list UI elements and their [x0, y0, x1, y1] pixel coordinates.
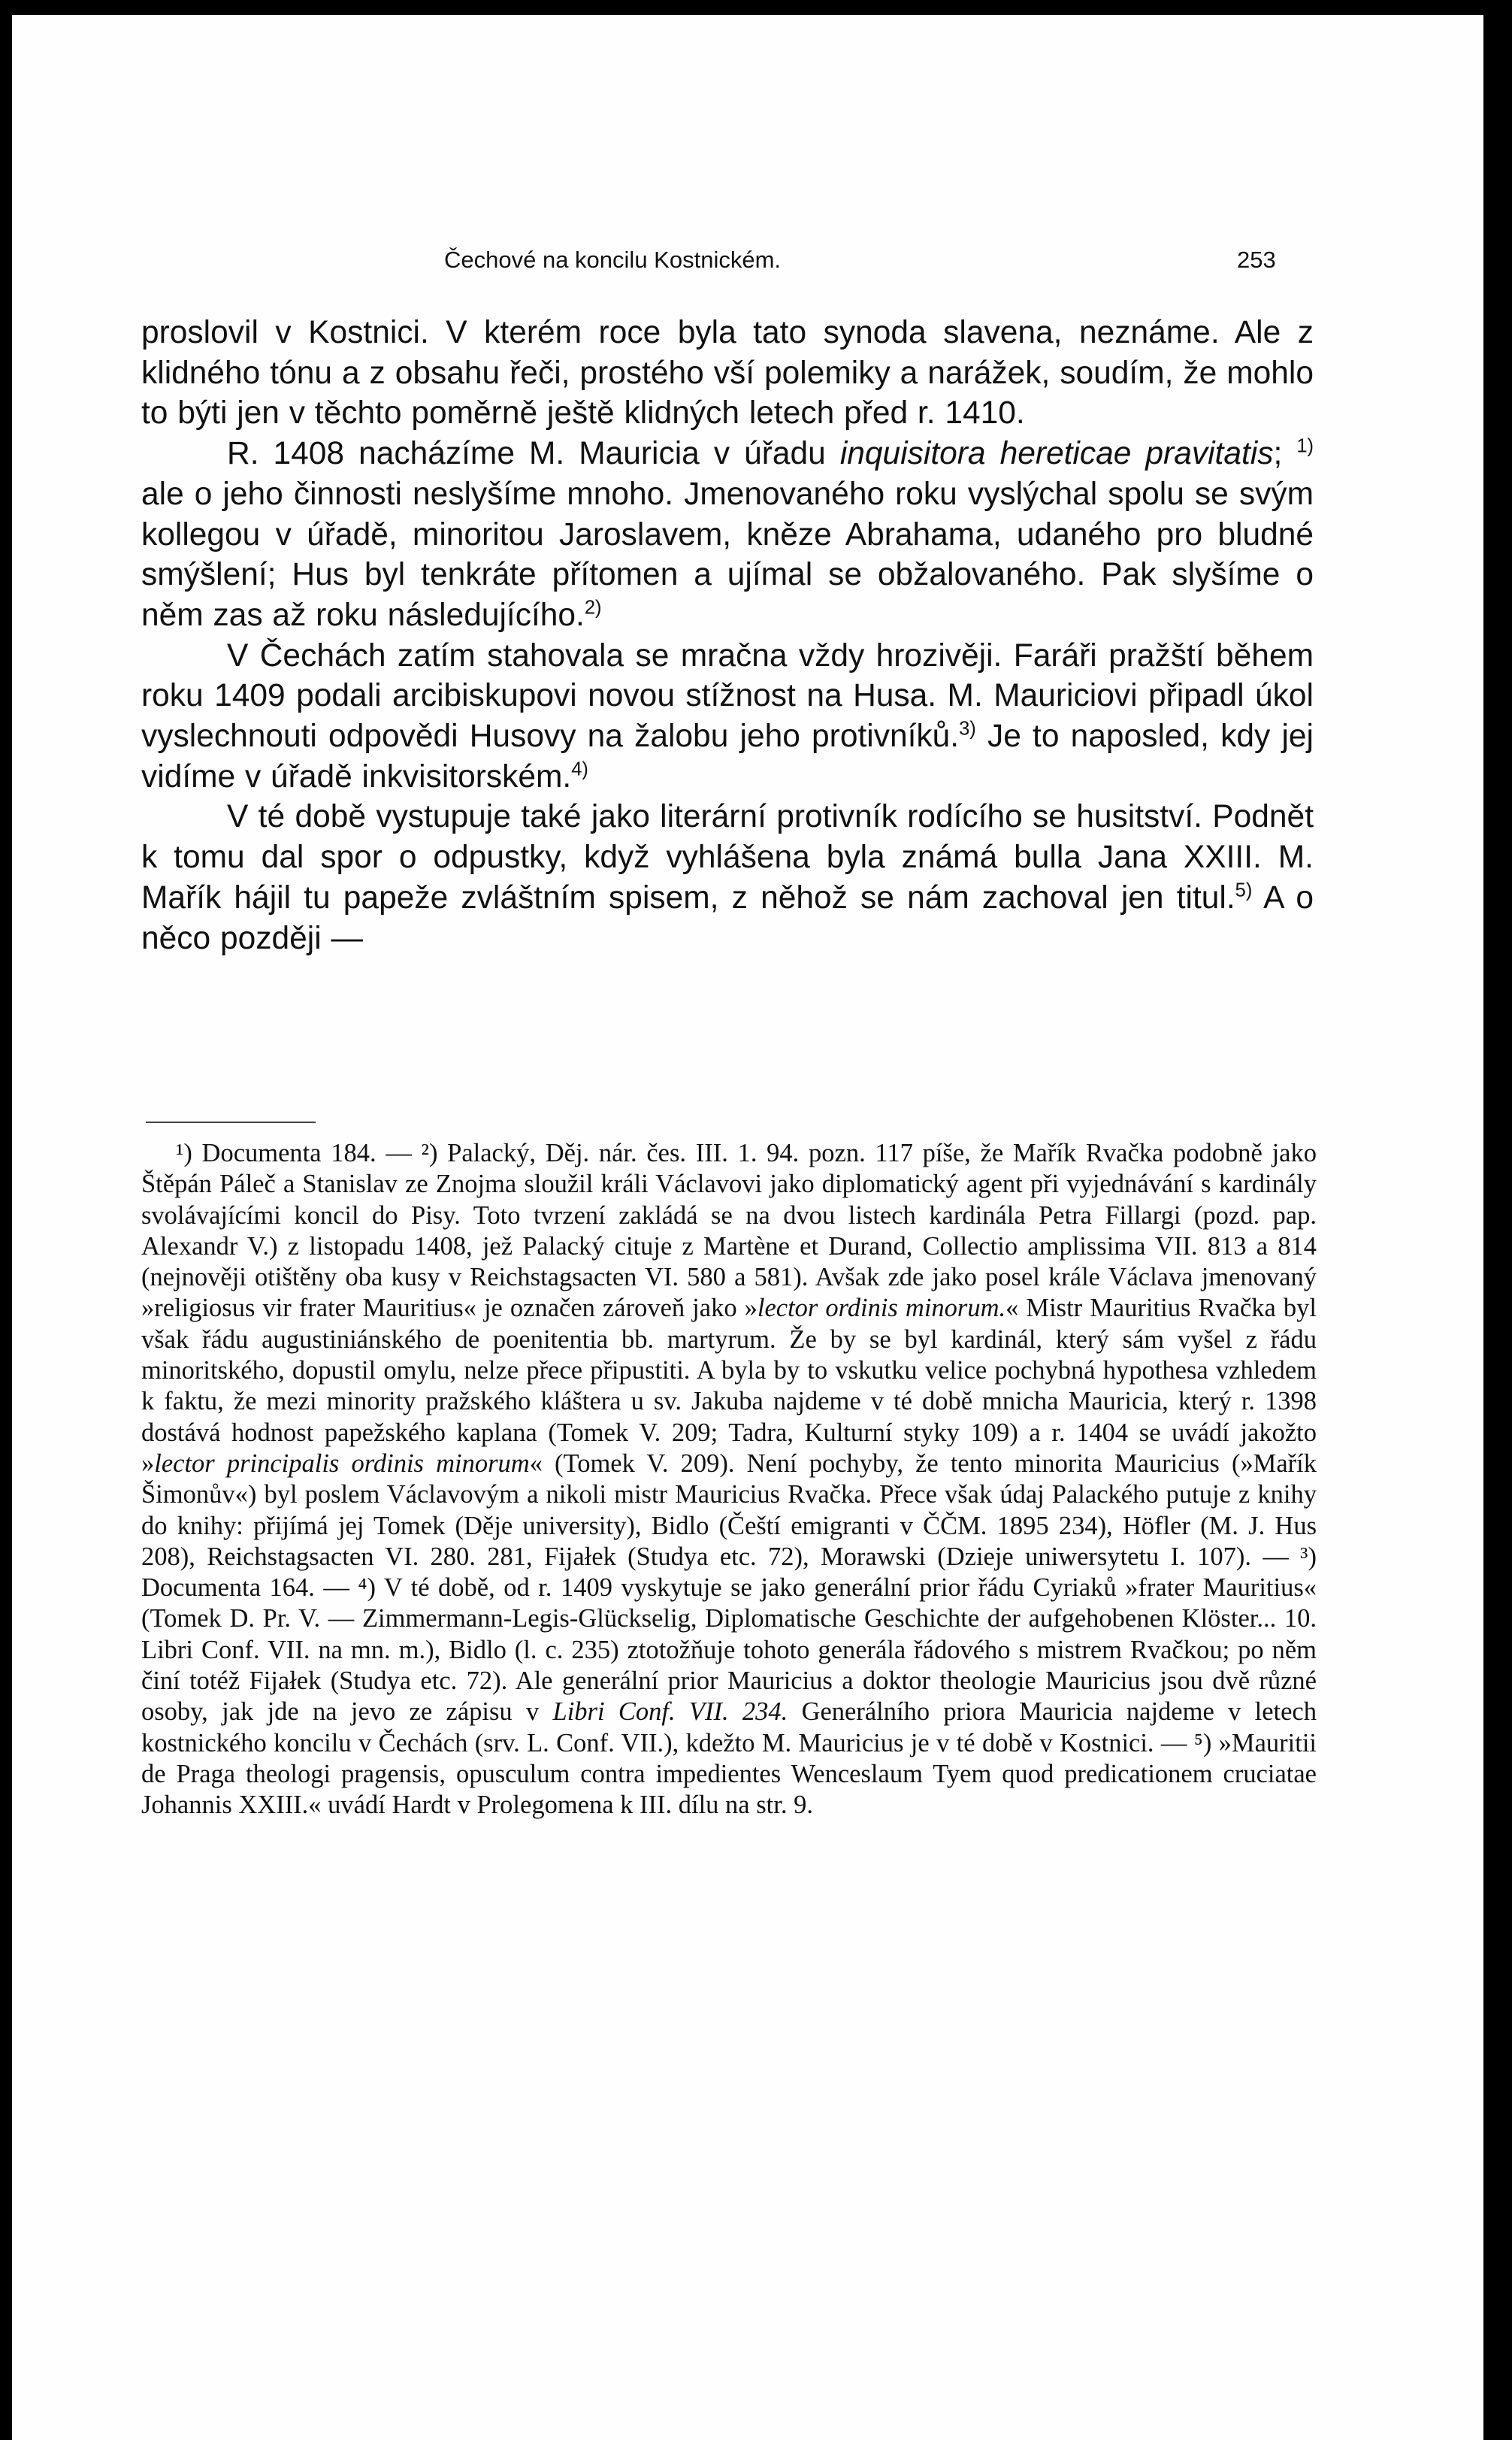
page-header	[12, 241, 1483, 286]
footnote-ref-4: 4)	[571, 758, 588, 780]
main-text	[141, 313, 1314, 958]
book-page	[12, 15, 1483, 2440]
paragraph-2-text-a: R. 1408 nacházíme M. Mauricia v úřadu	[227, 436, 840, 472]
paragraph-4-text-b: A o něco později —	[141, 879, 1314, 956]
page-number: 253	[1237, 247, 1276, 273]
footnote-italic-3: Libri Conf. VII. 234.	[552, 1697, 788, 1727]
paragraph-2-italic: inquisitora hereticae pravitatis	[839, 436, 1274, 472]
paragraph-2-text-b: ;	[1273, 436, 1297, 472]
footnote-ref-5: 5)	[1235, 879, 1253, 901]
paragraph-4-text-a: V té době vystupuje také jako literární protivník rodícího se husitství. Podnět k tomu dal spor o odpustky, když vyhlášena byla známá bulla Jana XXIII. M. Mařík hájil tu papeže zvláštním spisem, z něhož se nám zachoval jen titul.	[141, 799, 1314, 916]
footnote-ref-3: 3)	[959, 718, 976, 740]
paragraph-1	[141, 313, 1314, 434]
paragraph-2	[141, 434, 1314, 636]
paragraph-1-text: proslovil v Kostnici. V kterém roce byla tato synoda slavena, neznáme. Ale z klidného tónu a z obsahu řeči, prostého vší polemiky a narážek, soudím, že mohlo to býti jen v těchto poměrně ještě klidných letech před r. 1410.	[141, 315, 1314, 431]
footnote-text-c: « (Tomek V. 209). Není pochyby, že tento minorita Mauricius (»Mařík Šimonův«) byl poslem Václavovým a nikoli mistr Mauricius Rvačka. Přece však údaj Palackého putuje z knihy do knihy: přijímá jej Tomek (Děje university), Bidlo (Čeští emigranti v ČČM. 1895 234), Höfler (M. J. Hus 208), Reichstagsacten VI. 280. 281, Fijałek (Studya etc. 72), Morawski (Dzieje uniwersytetu I. 107). — ³) Documenta 164. — ⁴) V té době, od r. 1409 vyskytuje se jako generální prior řádu Cyriaků »frater Mauritius« (Tomek D. Pr. V. — Zimmermann-Legis-Glückselig, Diplomatische Geschichte der aufgehobenen Klöster... 10. Libri Conf. VII. na mn. m.), Bidlo (l. c. 235) ztotožňuje tohoto generála řádového s mistrem Rvačkou; po něm činí totéž Fijałek (Studya etc. 72). Ale generální prior Mauricius a doktor theologie Mauricius jsou dvě různé osoby, jak jde na jevo ze zápisu v	[141, 1449, 1317, 1727]
paragraph-4	[141, 797, 1314, 958]
footnote-italic-1: lector ordinis minorum.	[757, 1294, 1006, 1323]
footnote-divider	[146, 1122, 316, 1123]
paragraph-2-text-c: ale o jeho činnosti neslyšíme mnoho. Jmenovaného roku vyslýchal spolu se svým kollegou v úřadě, minoritou Jaroslavem, kněze Abrahama, udaného pro bludné smýšlení; Hus byl tenkráte přítomen a ujímal se obžalovaného. Pak slyšíme o něm zas až roku následujícího.	[141, 476, 1314, 633]
footnote-block	[141, 1138, 1317, 1821]
footnote-italic-2: lector principalis ordinis minorum	[154, 1449, 530, 1478]
footnotes	[141, 1138, 1317, 1821]
footnote-text-d: Generálního priora Mauricia najdeme v letech kostnického koncilu v Čechách (srv. L. Conf. VII.), kdežto M. Mauricius je v té době v Kostnici. — ⁵) »Mauritii de Praga theologi pragensis, opusculum contra impedientes Wenceslaum Tyem quod predicationem cruciatae Johannis XXIII.« uvádí Hardt v Prolegomena k III. dílu na str. 9.	[141, 1697, 1317, 1820]
running-title: Čechové na koncilu Kostnickém.	[444, 247, 782, 273]
paragraph-3-text-a: V Čechách zatím stahovala se mračna vždy hrozivěji. Faráři pražští během roku 1409 podali arcibiskupovi novou stížnost na Husa. M. Mauriciovi připadl úkol vyslechnouti odpovědi Husovy na žalobu jeho protivníků.	[141, 637, 1314, 755]
footnote-ref-1: 1)	[1296, 435, 1314, 457]
footnote-ref-2: 2)	[584, 597, 602, 619]
paragraph-3-text-b: Je to naposled, kdy jej vidíme v úřadě inkvisitorském.	[141, 719, 1314, 795]
footnote-text-a: ¹) Documenta 184. — ²) Palacký, Děj. nár. čes. III. 1. 94. pozn. 117 píše, že Mařík Rvačka podobně jako Štěpán Páleč a Stanislav ze Znojma sloužil králi Václavovi jako diplomatický agent při vyjednávání s kardinály svolávajícími koncil do Pisy. Toto tvrzení zakládá se na dvou listech kardinála Petra Fillargi (pozd. pap. Alexandr V.) z listopadu 1408, jež Palacký cituje z Martène et Durand, Collectio amplissima VII. 813 a 814 (nejnověji otištěny oba kusy v Reichstagsacten VI. 580 a 581). Avšak zde jako posel krále Václava jmenovaný »religiosus vir frater Mauritius« je označen zároveň jako »	[141, 1139, 1317, 1323]
footnote-text-b: « Mistr Mauritius Rvačka byl však řádu augustiniánského de poenitentia bb. martyrum. Že by se byl kardinál, který sám vyšel z řádu minoritského, dopustil omylu, nelze přece připustiti. A byla by to vskutku velice pochybná hypothesa vzhledem k faktu, že mezi minority pražského kláštera u sv. Jakuba najdeme v té době mnicha Mauricia, který r. 1398 dostává hodnost papežského kaplana (Tomek V. 209; Tadra, Kulturní styky 109) a r. 1404 se uvádí jakožto »	[141, 1294, 1317, 1478]
paragraph-3	[141, 636, 1314, 798]
